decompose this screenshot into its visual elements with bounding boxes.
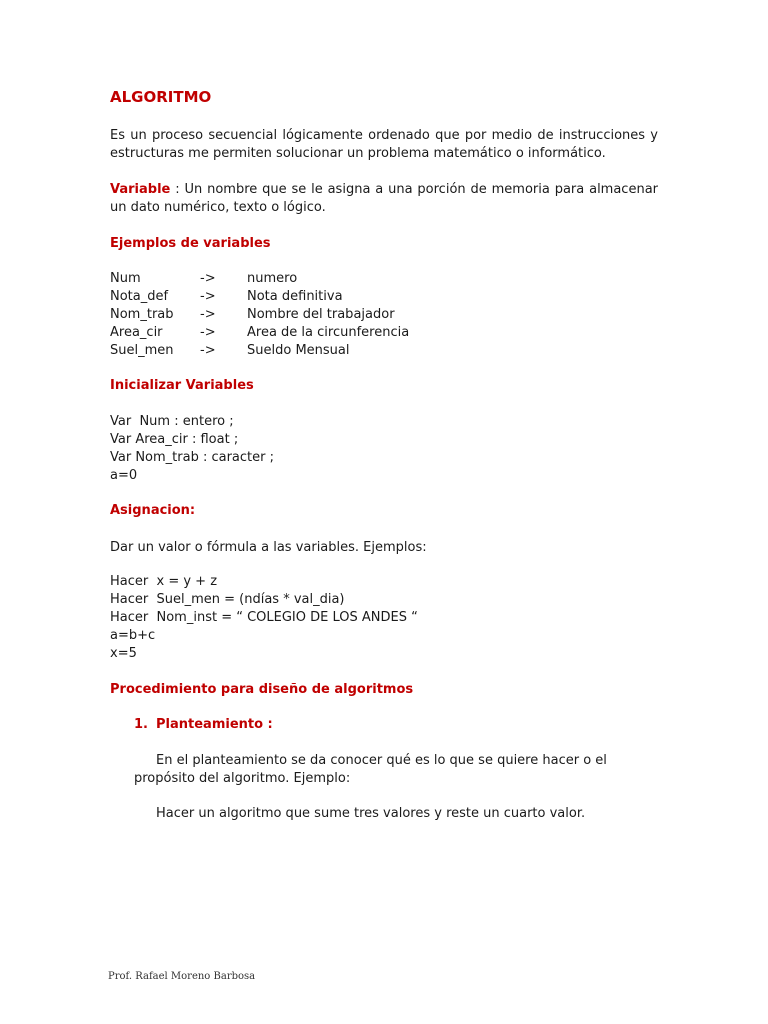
variable-description: numero <box>247 271 298 286</box>
variable-name: Nom_trab <box>110 307 174 322</box>
examples-heading: Ejemplos de variables <box>110 236 271 251</box>
code-line: Hacer x = y + z <box>110 574 218 589</box>
code-line: a=0 <box>110 468 138 483</box>
variable-description: Nota definitiva <box>247 289 343 304</box>
document-title: ALGORITMO <box>110 88 212 106</box>
init-code-lines <box>110 413 274 485</box>
code-line: Hacer Nom_inst = “ COLEGIO DE LOS ANDES “ <box>110 610 418 625</box>
table-row <box>110 270 409 288</box>
table-row <box>110 324 409 342</box>
list-number: 1. <box>134 717 148 732</box>
variable-name: Area_cir <box>110 325 163 340</box>
procedure-heading: Procedimiento para diseño de algoritmos <box>110 682 414 697</box>
code-line: Var Nom_trab : caracter ; <box>110 450 274 465</box>
arrow-text: -> <box>200 325 216 340</box>
list-item-title: Planteamiento : <box>156 717 273 732</box>
variable-definition <box>110 181 658 217</box>
assign-heading: Asignacion: <box>110 503 196 518</box>
code-line: x=5 <box>110 646 137 661</box>
arrow-text: -> <box>200 343 216 358</box>
variable-description: Area de la circunferencia <box>247 325 410 340</box>
variable-description: Nombre del trabajador <box>247 307 395 322</box>
variable-label: Variable <box>110 182 171 197</box>
planteamiento-paragraph: En el planteamiento se da conocer qué es lo que se quiere hacer o el propósito del algoritmo. Ejemplo: <box>134 753 607 786</box>
arrow-text: -> <box>200 289 216 304</box>
variable-name: Num <box>110 271 141 286</box>
assign-intro: Dar un valor o fórmula a las variables. Ejemplos: <box>110 540 427 555</box>
variables-table <box>110 270 409 360</box>
init-heading: Inicializar Variables <box>110 378 254 393</box>
assign-code-lines <box>110 573 418 663</box>
intro-paragraph: Es un proceso secuencial lógicamente ordenado que por medio de instrucciones y estructuras me permiten solucionar un problema matemático o informático. <box>110 128 658 161</box>
arrow-text: -> <box>200 307 216 322</box>
code-line: Var Area_cir : float ; <box>110 432 239 447</box>
code-line: a=b+c <box>110 628 156 643</box>
variable-name: Nota_def <box>110 289 169 304</box>
variable-description: Sueldo Mensual <box>247 343 350 358</box>
variable-text: : Un nombre que se le asigna a una porción de memoria para almacenar un dato numérico, texto o lógico. <box>110 182 658 215</box>
planteamiento-example: Hacer un algoritmo que sume tres valores y reste un cuarto valor. <box>156 806 586 821</box>
table-row <box>110 288 409 306</box>
arrow-text: -> <box>200 271 216 286</box>
list-item <box>134 716 658 734</box>
page-footer: Prof. Rafael Moreno Barbosa <box>108 971 256 982</box>
code-line: Hacer Suel_men = (ndías * val_dia) <box>110 592 345 607</box>
variable-name: Suel_men <box>110 343 174 358</box>
code-line: Var Num : entero ; <box>110 414 234 429</box>
table-row <box>110 306 409 324</box>
table-row <box>110 342 409 360</box>
